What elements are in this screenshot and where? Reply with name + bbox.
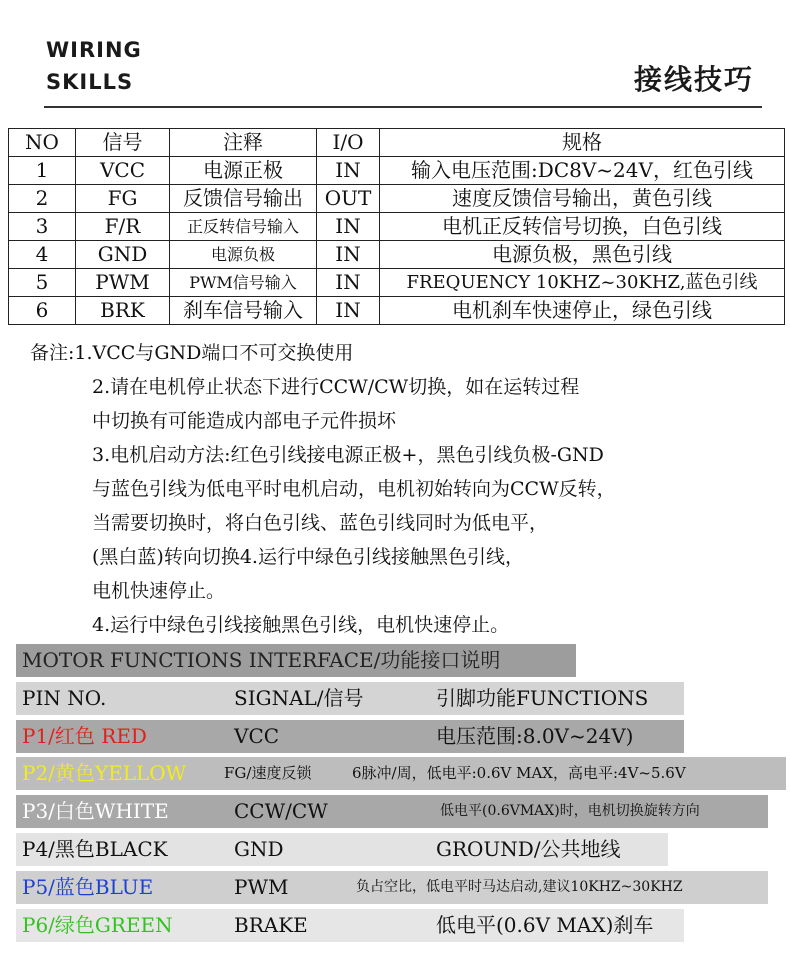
note-line: 当需要切换时，将白色引线、蓝色引线同时为低电平， — [92, 512, 549, 534]
header-divider — [44, 106, 762, 108]
cell-no: 4 — [9, 241, 76, 269]
cell-spec: 速度反馈信号输出，黄色引线 — [380, 185, 785, 213]
function-text: GROUND/公共地线 — [436, 836, 621, 861]
function-text: 电压范围:8.0V~24V) — [436, 723, 634, 748]
signal-label: BRAKE — [234, 912, 308, 937]
signal-label: VCC — [234, 723, 280, 748]
header-comment: 注释 — [170, 129, 317, 157]
cell-io: IN — [317, 297, 380, 325]
cell-io: IN — [317, 157, 380, 185]
header-function: 引脚功能FUNCTIONS — [436, 685, 649, 710]
chinese-title: 接线技巧 — [633, 63, 754, 96]
cell-spec: 电机刹车快速停止，绿色引线 — [380, 297, 785, 325]
cell-no: 5 — [9, 269, 76, 297]
functions-title: MOTOR FUNCTIONS INTERFACE/功能接口说明 — [22, 648, 501, 672]
header-no: NO — [9, 129, 76, 157]
cell-signal: PWM — [76, 269, 170, 297]
cell-spec: 电机正反转信号切换，白色引线 — [380, 213, 785, 241]
cell-comment: 电源正极 — [170, 157, 317, 185]
cell-signal: BRK — [76, 297, 170, 325]
cell-no: 3 — [9, 213, 76, 241]
title-line-1: WIRING — [46, 38, 142, 62]
header-signal: SIGNAL/信号 — [234, 685, 364, 710]
cell-comment: 正反转信号输入 — [170, 213, 317, 241]
function-text: 负占空比，低电平时马达启动,建议10KHZ~30KHZ — [356, 878, 683, 895]
pin-label: P4/黑色BLACK — [22, 836, 168, 861]
note-line: 4.运行中绿色引线接触黑色引线，电机快速停止。 — [92, 614, 510, 636]
note-line: 2.请在电机停止状态下进行CCW/CW切换，如在运转过程 — [92, 376, 580, 398]
signal-label: PWM — [234, 874, 289, 899]
cell-spec: FREQUENCY 10KHZ~30KHZ,蓝色引线 — [380, 269, 785, 297]
signal-label: CCW/CW — [234, 799, 328, 824]
note-line: 中切换有可能造成内部电子元件损坏 — [92, 410, 397, 432]
pin-label: P6/绿色GREEN — [22, 912, 173, 937]
pin-label: P3/白色WHITE — [22, 799, 169, 824]
function-text: 6脉冲/周，低电平:0.6V MAX，高电平:4V~5.6V — [352, 764, 686, 783]
signal-label: FG/速度反锁 — [224, 764, 312, 783]
cell-comment: 电源负极 — [170, 241, 317, 269]
cell-comment: PWM信号输入 — [170, 269, 317, 297]
function-text: 低电平(0.6VMAX)时，电机切换旋转方向 — [440, 803, 700, 820]
note-line: 电机快速停止。 — [92, 580, 226, 602]
table-row — [9, 185, 785, 213]
function-text: 低电平(0.6V MAX)刹车 — [436, 912, 654, 937]
pin-label: P5/蓝色BLUE — [22, 874, 154, 899]
english-title — [46, 34, 142, 98]
cell-no: 6 — [9, 297, 76, 325]
cell-no: 2 — [9, 185, 76, 213]
note-line: 与蓝色引线为低电平时电机启动，电机初始转向为CCW反转， — [92, 478, 616, 500]
note-line: 备注:1.VCC与GND端口不可交换使用 — [30, 342, 354, 364]
notes-block — [30, 336, 780, 642]
cell-io: IN — [317, 241, 380, 269]
table-row — [9, 157, 785, 185]
cell-signal: FG — [76, 185, 170, 213]
wiring-spec-table — [8, 128, 785, 325]
header-spec: 规格 — [380, 129, 785, 157]
cell-spec: 输入电压范围:DC8V~24V，红色引线 — [380, 157, 785, 185]
table-row — [9, 241, 785, 269]
table-row — [9, 213, 785, 241]
table-row — [9, 269, 785, 297]
pin-label: P1/红色 RED — [22, 723, 147, 748]
cell-comment: 刹车信号输入 — [170, 297, 317, 325]
title-line-2: SKILLS — [46, 70, 134, 94]
header-io: I/O — [317, 129, 380, 157]
cell-signal: GND — [76, 241, 170, 269]
header-signal: 信号 — [76, 129, 170, 157]
cell-io: IN — [317, 269, 380, 297]
cell-no: 1 — [9, 157, 76, 185]
pin-label: P2/黄色YELLOW — [22, 761, 187, 786]
cell-signal: VCC — [76, 157, 170, 185]
signal-label: GND — [234, 836, 284, 861]
header-pin: PIN NO. — [22, 685, 107, 710]
table-header-row — [9, 129, 785, 157]
note-line: 3.电机启动方法:红色引线接电源正极+，黑色引线负极-GND — [92, 444, 604, 466]
cell-comment: 反馈信号输出 — [170, 185, 317, 213]
cell-io: IN — [317, 213, 380, 241]
table-row — [9, 297, 785, 325]
cell-spec: 电源负极，黑色引线 — [380, 241, 785, 269]
note-line: (黑白蓝)转向切换4.运行中绿色引线接触黑色引线， — [92, 546, 524, 568]
cell-signal: F/R — [76, 213, 170, 241]
cell-io: OUT — [317, 185, 380, 213]
